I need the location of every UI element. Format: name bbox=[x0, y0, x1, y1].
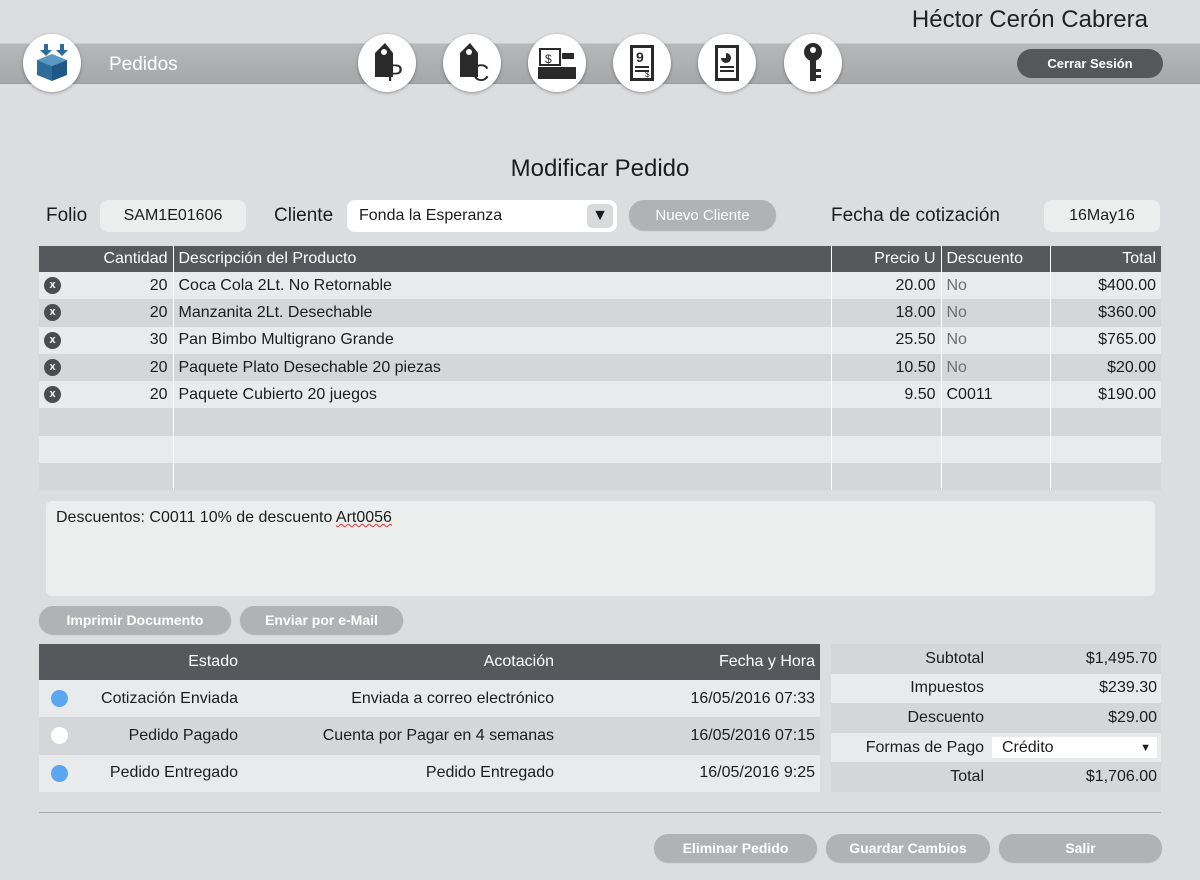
formas-pago-value: Crédito bbox=[1002, 738, 1054, 756]
col-descripcion: Descripción del Producto bbox=[173, 246, 831, 272]
descuento-cell: No bbox=[941, 272, 1050, 299]
formas-pago-cell bbox=[988, 733, 1161, 763]
total-cell bbox=[1050, 408, 1161, 435]
descuento-cell: No bbox=[941, 354, 1050, 381]
cliente-select[interactable] bbox=[347, 200, 617, 232]
table-row bbox=[39, 272, 1161, 299]
acotacion-cell: Enviada a correo electrónico bbox=[243, 680, 559, 717]
cliente-select-value: Fonda la Esperanza bbox=[359, 207, 503, 224]
descuento-cell: No bbox=[941, 327, 1050, 354]
cantidad-cell bbox=[39, 299, 173, 326]
salir-button[interactable]: Salir bbox=[999, 834, 1162, 862]
estado-value: Pedido Entregado bbox=[109, 764, 238, 782]
cantidad-cell bbox=[39, 408, 173, 435]
descripcion-cell: Paquete Plato Desechable 20 piezas bbox=[173, 354, 831, 381]
table-row bbox=[39, 463, 1161, 490]
fecha-hora-cell: 16/05/2016 07:15 bbox=[559, 717, 820, 754]
remove-row-icon[interactable]: x bbox=[44, 386, 61, 403]
col-cantidad: Cantidad bbox=[39, 246, 173, 272]
total-row bbox=[831, 762, 1161, 792]
precio-cell: 10.50 bbox=[831, 354, 941, 381]
price-tag-p-icon bbox=[367, 41, 407, 85]
col-acotacion: Acotación bbox=[243, 644, 559, 680]
enviar-email-button[interactable]: Enviar por e-Mail bbox=[240, 606, 403, 634]
estado-value: Pedido Pagado bbox=[128, 726, 238, 744]
cantidad-cell bbox=[39, 272, 173, 299]
descripcion-cell bbox=[173, 463, 831, 490]
col-fecha-hora: Fecha y Hora bbox=[559, 644, 820, 680]
folio-label: Folio bbox=[46, 205, 88, 226]
estado-cell bbox=[39, 717, 243, 754]
col-precio: Precio U bbox=[831, 246, 941, 272]
acotacion-cell: Pedido Entregado bbox=[243, 755, 559, 792]
impuestos-value: $239.30 bbox=[988, 674, 1161, 704]
estado-cell bbox=[39, 755, 243, 792]
eliminar-pedido-button[interactable]: Eliminar Pedido bbox=[654, 834, 817, 862]
status-table bbox=[39, 644, 820, 792]
remove-row-icon[interactable]: x bbox=[44, 304, 61, 321]
descripcion-cell: Coca Cola 2Lt. No Retornable bbox=[173, 272, 831, 299]
col-total: Total bbox=[1050, 246, 1161, 272]
price-tag-c-icon bbox=[452, 41, 492, 85]
cash-register-icon bbox=[536, 43, 578, 83]
notes-area[interactable] bbox=[46, 501, 1155, 596]
table-row bbox=[39, 354, 1161, 381]
descuento-cell bbox=[941, 436, 1050, 463]
price-list-icon bbox=[624, 42, 660, 84]
subtotal-label: Subtotal bbox=[831, 644, 988, 674]
total-cell: $400.00 bbox=[1050, 272, 1161, 299]
table-row bbox=[39, 381, 1161, 408]
home-button[interactable] bbox=[23, 34, 81, 92]
formas-pago-label: Formas de Pago bbox=[831, 733, 988, 763]
total-cell bbox=[1050, 463, 1161, 490]
folio-field[interactable]: SAM1E01606 bbox=[100, 200, 246, 232]
table-row bbox=[39, 299, 1161, 326]
cantidad-value: 30 bbox=[149, 331, 168, 349]
status-row bbox=[39, 755, 820, 792]
divider bbox=[39, 812, 1161, 813]
cliente-label: Cliente bbox=[274, 205, 334, 226]
box-icon bbox=[30, 42, 74, 84]
total-cell: $190.00 bbox=[1050, 381, 1161, 408]
cantidad-value: 20 bbox=[149, 385, 168, 403]
col-descuento: Descuento bbox=[941, 246, 1050, 272]
nav-security-button[interactable] bbox=[784, 34, 842, 92]
user-name: Héctor Cerón Cabrera bbox=[911, 6, 1148, 33]
total-cell: $20.00 bbox=[1050, 354, 1161, 381]
nav-price-p-button[interactable] bbox=[358, 34, 416, 92]
subtotal-row bbox=[831, 644, 1161, 674]
logout-button[interactable]: Cerrar Sesión bbox=[1017, 49, 1163, 78]
table-row bbox=[39, 436, 1161, 463]
precio-cell: 9.50 bbox=[831, 381, 941, 408]
cantidad-value: 20 bbox=[149, 276, 168, 294]
key-icon bbox=[796, 41, 830, 85]
chevron-down-icon: ▼ bbox=[587, 204, 613, 228]
cantidad-cell bbox=[39, 463, 173, 490]
cantidad-value: 20 bbox=[149, 303, 168, 321]
descuento-label: Descuento bbox=[831, 703, 988, 733]
acotacion-cell: Cuenta por Pagar en 4 semanas bbox=[243, 717, 559, 754]
nav-report-button[interactable] bbox=[698, 34, 756, 92]
descuento-cell: No bbox=[941, 299, 1050, 326]
remove-row-icon[interactable]: x bbox=[44, 277, 61, 294]
notes-spellcheck-word: Art0056 bbox=[335, 509, 392, 526]
notes-text: Descuentos: C0011 10% de descuento bbox=[56, 509, 336, 526]
cantidad-cell bbox=[39, 381, 173, 408]
descripcion-cell bbox=[173, 436, 831, 463]
fecha-cotizacion-field[interactable]: 16May16 bbox=[1044, 200, 1160, 232]
status-indicator-icon bbox=[51, 690, 68, 707]
descripcion-cell: Pan Bimbo Multigrano Grande bbox=[173, 327, 831, 354]
svg-text:C: C bbox=[472, 60, 490, 85]
descuento-cell: C0011 bbox=[941, 381, 1050, 408]
cantidad-cell bbox=[39, 327, 173, 354]
remove-row-icon[interactable]: x bbox=[44, 332, 61, 349]
precio-cell: 20.00 bbox=[831, 272, 941, 299]
impuestos-row bbox=[831, 674, 1161, 704]
status-indicator-icon bbox=[51, 765, 68, 782]
estado-cell bbox=[39, 680, 243, 717]
cantidad-cell bbox=[39, 436, 173, 463]
nav-cashier-button[interactable] bbox=[528, 34, 586, 92]
nav-price-list-button[interactable] bbox=[613, 34, 671, 92]
precio-cell: 18.00 bbox=[831, 299, 941, 326]
items-header-row bbox=[39, 246, 1161, 272]
formas-pago-select[interactable] bbox=[992, 737, 1157, 758]
page-title: Modificar Pedido bbox=[510, 155, 690, 182]
descuento-cell bbox=[941, 408, 1050, 435]
status-row bbox=[39, 680, 820, 717]
descripcion-cell: Manzanita 2Lt. Desechable bbox=[173, 299, 831, 326]
descuento-row bbox=[831, 703, 1161, 733]
descripcion-cell bbox=[173, 408, 831, 435]
table-row bbox=[39, 327, 1161, 354]
impuestos-label: Impuestos bbox=[831, 674, 988, 704]
fecha-hora-cell: 16/05/2016 9:25 bbox=[559, 755, 820, 792]
status-row bbox=[39, 717, 820, 754]
remove-row-icon[interactable]: x bbox=[44, 359, 61, 376]
fecha-hora-cell: 16/05/2016 07:33 bbox=[559, 680, 820, 717]
items-table bbox=[39, 246, 1161, 490]
status-indicator-icon bbox=[51, 727, 68, 744]
precio-cell bbox=[831, 408, 941, 435]
svg-text:9: 9 bbox=[636, 49, 644, 65]
guardar-cambios-button[interactable]: Guardar Cambios bbox=[826, 834, 990, 862]
total-cell: $360.00 bbox=[1050, 299, 1161, 326]
precio-cell bbox=[831, 436, 941, 463]
imprimir-button[interactable]: Imprimir Documento bbox=[39, 606, 231, 634]
chevron-down-icon: ▼ bbox=[1140, 741, 1151, 754]
total-cell bbox=[1050, 436, 1161, 463]
fecha-cotizacion-label: Fecha de cotización bbox=[831, 205, 1000, 226]
col-estado: Estado bbox=[39, 644, 243, 680]
nav-price-c-button[interactable] bbox=[443, 34, 501, 92]
report-icon bbox=[709, 42, 745, 84]
nuevo-cliente-button[interactable]: Nuevo Cliente bbox=[629, 200, 776, 230]
cantidad-cell bbox=[39, 354, 173, 381]
table-row bbox=[39, 408, 1161, 435]
svg-text:P: P bbox=[387, 60, 404, 85]
descripcion-cell: Paquete Cubierto 20 juegos bbox=[173, 381, 831, 408]
precio-cell bbox=[831, 463, 941, 490]
total-cell: $765.00 bbox=[1050, 327, 1161, 354]
svg-text:$: $ bbox=[545, 52, 552, 66]
precio-cell: 25.50 bbox=[831, 327, 941, 354]
module-title: Pedidos bbox=[109, 54, 178, 75]
status-header-row bbox=[39, 644, 820, 680]
formas-pago-row bbox=[831, 733, 1161, 763]
descuento-cell bbox=[941, 463, 1050, 490]
subtotal-value: $1,495.70 bbox=[988, 644, 1161, 674]
totals-table bbox=[831, 644, 1161, 792]
total-value: $1,706.00 bbox=[988, 762, 1161, 792]
cantidad-value: 20 bbox=[149, 358, 168, 376]
svg-text:$: $ bbox=[645, 70, 650, 79]
estado-value: Cotización Enviada bbox=[101, 689, 238, 707]
total-label: Total bbox=[831, 762, 988, 792]
descuento-value: $29.00 bbox=[988, 703, 1161, 733]
